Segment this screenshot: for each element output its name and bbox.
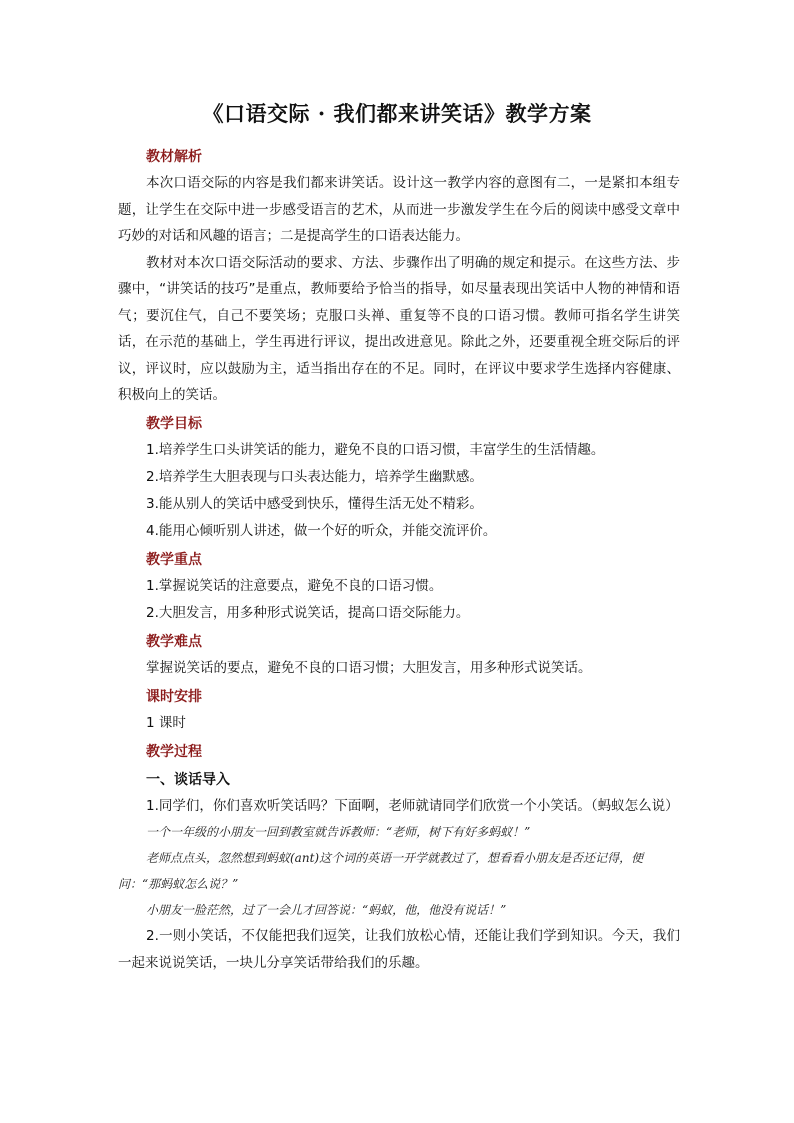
process-step-1: 1.同学们，你们喜欢听笑话吗？下面啊，老师就请同学们欣赏一个小笑话。（蚂蚁怎么说） (146, 797, 679, 814)
page-title: 《口语交际 · 我们都来讲笑话》教学方案 (202, 101, 592, 126)
heading-keypoints: 教学重点 (146, 551, 202, 568)
document-body (118, 142, 680, 976)
joke-line-2: 老师点点头，忽然想到蚂蚁(ant)这个词的英语一开学就教过了，想看看小朋友是否还记得，便问：“那蚂蚁怎么说？” (118, 851, 644, 891)
keypoint-item-1: 1.掌握说笑话的注意要点，避免不良的口语习惯。 (146, 577, 443, 594)
analysis-paragraph-2: 教材对本次口语交际活动的要求、方法、步骤作出了明确的规定和提示。在这些方法、步骤中，“讲笑话的技巧”是重点，教师要给予恰当的指导，如尽量表现出笑话中人物的神情和语气；要沉住气，自己不要笑场；克服口头禅、重复等不良的口语习惯。教师可指名学生讲笑话，在示范的基础上，学生再进行评议，提出改进意见。除此之外，还要重视全班交际后的评议，评议时，应以鼓励为主，适当指出存在的不足。同时，在评议中要求学生选择内容健康、积极向上的笑话。 (118, 254, 680, 403)
analysis-paragraph-1: 本次口语交际的内容是我们都来讲笑话。设计这一教学内容的意图有二，一是紧扣本组专题，让学生在交际中进一步感受语言的艺术，从而进一步激发学生在今后的阅读中感受文章中巧妙的对话和风趣的语言；二是提高学生的口语表达能力。 (118, 175, 680, 244)
joke-line-3: 小朋友一脸茫然，过了一会儿才回答说：“蚂蚁，他，他没有说话！” (146, 903, 507, 917)
heading-schedule: 课时安排 (146, 688, 202, 705)
keypoint-item-2: 2.大胆发言，用多种形式说笑话，提高口语交际能力。 (146, 604, 470, 621)
subheading-intro: 一、谈话导入 (146, 771, 230, 788)
goal-item-4: 4.能用心倾听别人讲述，做一个好的听众，并能交流评价。 (146, 522, 497, 539)
goal-item-2: 2.培养学生大胆表现与口头表达能力，培养学生幽默感。 (146, 468, 483, 485)
process-step-2: 2.一则小笑话，不仅能把我们逗笑，让我们放松心情，还能让我们学到知识。今天，我们一起来说说笑话，一块儿分享笑话带给我们的乐趣。 (118, 928, 680, 971)
joke-line-1: 一个一年级的小朋友一回到教室就告诉教师：“老师，树下有好多蚂蚁！” (146, 825, 531, 839)
heading-process: 教学过程 (146, 743, 202, 760)
heading-goals: 教学目标 (146, 415, 202, 432)
heading-difficulties: 教学难点 (146, 633, 202, 650)
schedule-text: 1 课时 (146, 714, 186, 731)
difficulties-text: 掌握说笑话的要点，避免不良的口语习惯；大胆发言，用多种形式说笑话。 (146, 659, 592, 676)
goal-item-1: 1.培养学生口头讲笑话的能力，避免不良的口语习惯，丰富学生的生活情趣。 (146, 441, 605, 458)
heading-analysis: 教材解析 (146, 149, 202, 165)
goal-item-3: 3.能从别人的笑话中感受到快乐，懂得生活无处不精彩。 (146, 495, 483, 512)
